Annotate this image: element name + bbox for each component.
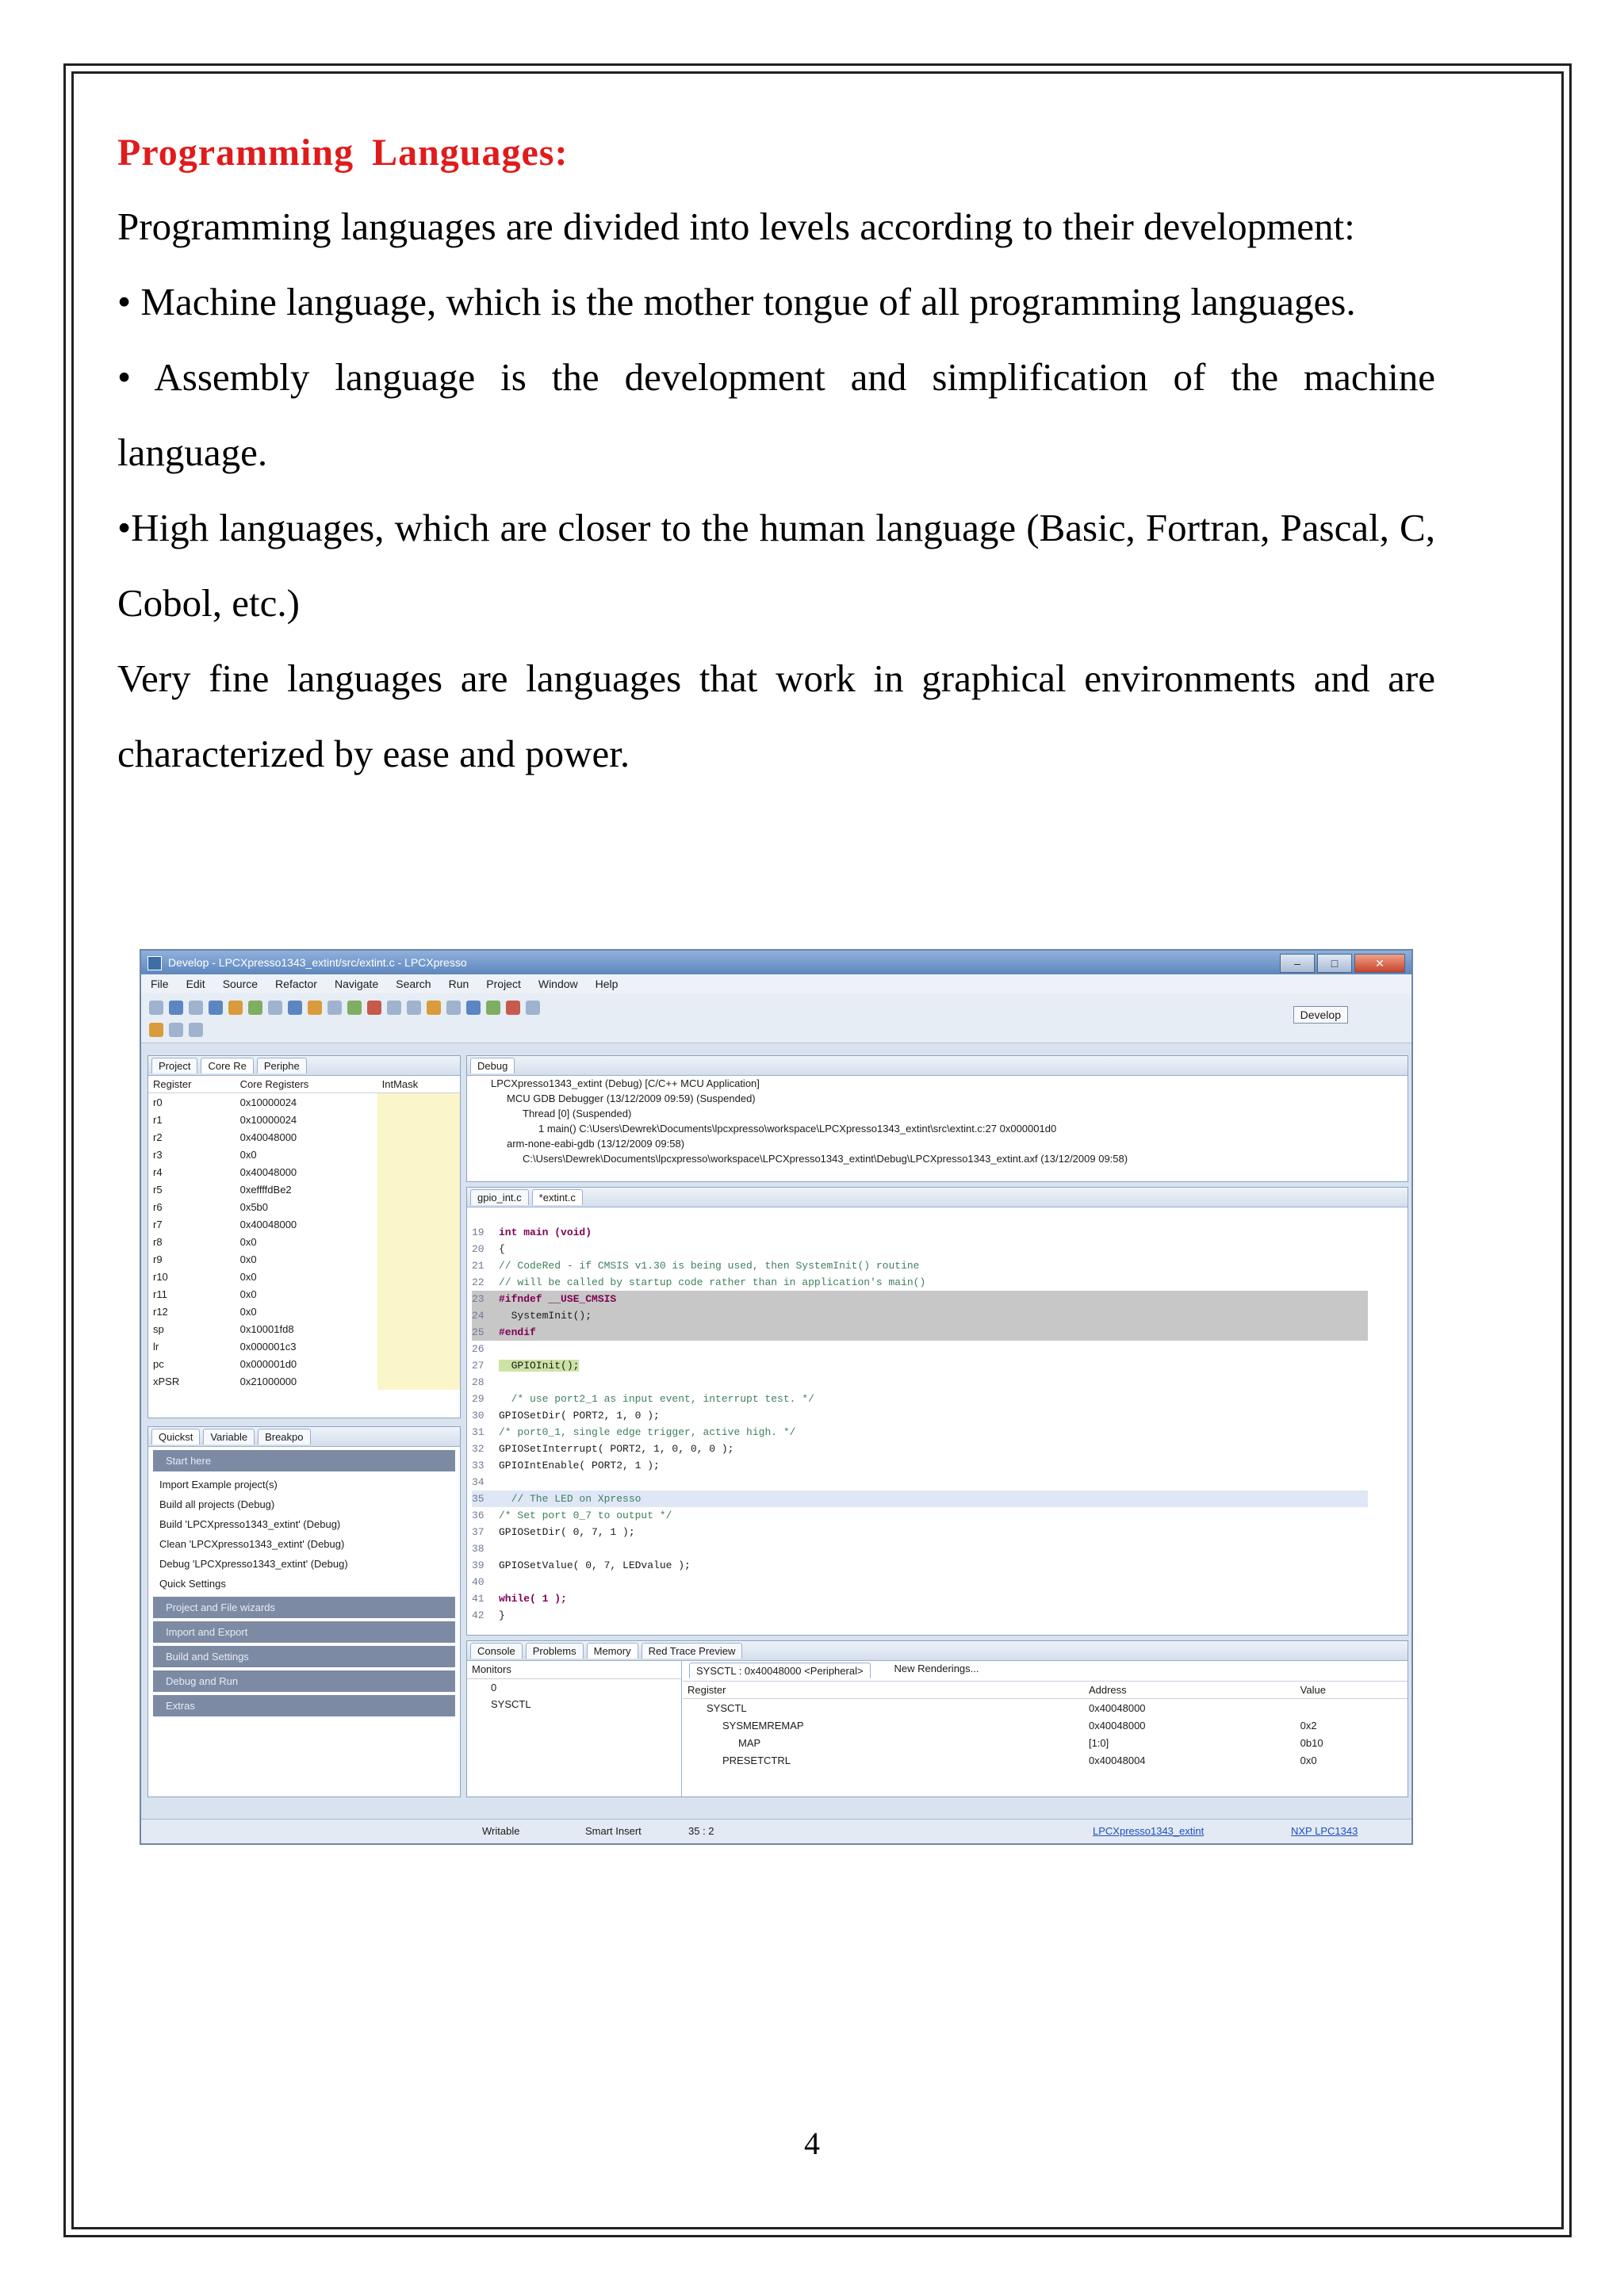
menu-source[interactable]: Source: [222, 978, 259, 990]
debug-tree-item[interactable]: MCU GDB Debugger (13/12/2009 09:59) (Suspended): [507, 1093, 756, 1104]
menu-run[interactable]: Run: [448, 978, 469, 990]
quickstart-section[interactable]: Debug and Run: [153, 1670, 455, 1692]
section-heading: Programming Languages:: [117, 132, 569, 174]
quickstart-section[interactable]: Import and Export: [153, 1621, 455, 1643]
folder-icon[interactable]: [327, 1001, 342, 1015]
debug-tree-item[interactable]: Thread [0] (Suspended): [523, 1108, 632, 1119]
minimize-button[interactable]: –: [1280, 954, 1315, 973]
quickstart-item[interactable]: Build 'LPCXpresso1343_extint' (Debug): [159, 1518, 341, 1530]
debug-icon[interactable]: [209, 1001, 223, 1015]
paragraph-high-languages: •High languages, which are closer to the human language (Basic, Fortran, Pascal, C, Cobol, etc.): [117, 506, 1435, 625]
quickstart-section[interactable]: Build and Settings: [153, 1646, 455, 1667]
flash-icon[interactable]: [466, 1001, 481, 1015]
table-row[interactable]: r6 0x5b0: [148, 1198, 460, 1215]
terminate-icon[interactable]: [367, 1001, 381, 1015]
tab-core-registers[interactable]: Core Re: [201, 1058, 253, 1073]
save-icon[interactable]: [169, 1001, 183, 1015]
forward-icon[interactable]: [189, 1023, 203, 1037]
monitor-item[interactable]: SYSCTL: [491, 1698, 531, 1710]
table-row[interactable]: r5 0xeffffdBe2: [148, 1181, 460, 1198]
connect-icon[interactable]: [446, 1001, 461, 1015]
window-titlebar: [141, 951, 1411, 974]
table-row[interactable]: pc 0x000001d0: [148, 1355, 460, 1372]
code-line-current: 35 // The LED on Xpresso: [472, 1490, 1368, 1507]
table-row[interactable]: r7 0x40048000: [148, 1215, 460, 1233]
tab-breakpoints[interactable]: Breakpo: [258, 1429, 310, 1445]
debug-tree-item[interactable]: 1 main() C:\Users\Dewrek\Documents\lpcxpresso\workspace\LPCXpresso1343_extint\src\extint.c:27 0x000001d0: [538, 1123, 1057, 1135]
code-line: 36 /* Set port 0_7 to output */: [472, 1510, 672, 1521]
develop-perspective-button[interactable]: Develop: [1293, 1006, 1348, 1024]
debug-tree-item[interactable]: C:\Users\Dewrek\Documents\lpcxpresso\workspace\LPCXpresso1343_extint\Debug\LPCXpresso1343_extint.axf (13/12/2009 09:58): [523, 1153, 1128, 1165]
tab-console[interactable]: Console: [470, 1643, 523, 1659]
start-here-section[interactable]: Start here: [153, 1450, 455, 1471]
code-line: 21 // CodeRed - if CMSIS v1.30 is being used, then SystemInit() routine: [472, 1260, 920, 1272]
external-tools-icon[interactable]: [268, 1001, 282, 1015]
quickstart-section[interactable]: Project and File wizards: [153, 1597, 455, 1618]
code-line: 40: [472, 1576, 485, 1588]
code-line: 25 #endif: [472, 1324, 1368, 1341]
menu-window[interactable]: Window: [538, 978, 578, 990]
table-row[interactable]: r3 0x0: [148, 1146, 460, 1163]
code-line: 22 // will be called by startup code rather than in application's main(): [472, 1276, 926, 1288]
code-line: 19 int main (void): [472, 1226, 592, 1238]
new-renderings-tab[interactable]: New Renderings...: [894, 1663, 979, 1674]
target-icon[interactable]: [506, 1001, 520, 1015]
status-cursor-position: 35 : 2: [688, 1825, 714, 1837]
table-row[interactable]: lr 0x000001c3: [148, 1337, 460, 1355]
quickstart-panel: [147, 1426, 461, 1797]
back-icon[interactable]: [169, 1023, 183, 1037]
registers-panel: [147, 1055, 461, 1418]
column-header: IntMask: [377, 1076, 460, 1093]
maximize-button[interactable]: □: [1317, 954, 1352, 973]
debug-tree-item[interactable]: LPCXpresso1343_extint (Debug) [C/C++ MCU Application]: [491, 1077, 760, 1089]
code-editor: [466, 1187, 1408, 1636]
paragraph-very-fine-languages: Very fine languages are languages that work in graphical environments and are characterized by ease and power.: [117, 656, 1435, 775]
tab-variables[interactable]: Variable: [203, 1429, 255, 1445]
tab-peripherals[interactable]: Periphe: [257, 1058, 307, 1073]
main-toolbar: [141, 993, 1411, 1043]
tab-problems[interactable]: Problems: [526, 1643, 584, 1659]
menu-bar: [141, 974, 1411, 993]
debug-panel: [466, 1055, 1408, 1182]
home-icon[interactable]: [427, 1001, 441, 1015]
table-row[interactable]: r2 0x40048000: [148, 1128, 460, 1146]
step-into-icon[interactable]: [387, 1001, 401, 1015]
code-line: 39 GPIOSetValue( 0, 7, LEDvalue );: [472, 1559, 691, 1571]
wizard-icon[interactable]: [486, 1001, 500, 1015]
quickstart-item[interactable]: Import Example project(s): [159, 1479, 278, 1490]
document-body: [117, 117, 1435, 791]
app-icon: [147, 956, 162, 970]
table-row[interactable]: SYSMEMREMAP 0x40048000 0x2: [722, 1719, 1317, 1732]
debug-tree-item[interactable]: arm-none-eabi-gdb (13/12/2009 09:58): [507, 1138, 685, 1150]
code-line: 28: [472, 1376, 485, 1388]
menu-search[interactable]: Search: [396, 978, 431, 990]
tab-sysctl-rendering[interactable]: SYSCTL : 0x40048000 <Peripheral>: [689, 1663, 871, 1678]
code-line: 32 GPIOSetInterrupt( PORT2, 1, 0, 0, 0 );: [472, 1443, 734, 1455]
code-line: 23 #ifndef __USE_CMSIS: [472, 1291, 1368, 1307]
code-line: 30 GPIOSetDir( PORT2, 1, 0 );: [472, 1410, 660, 1422]
paragraph-assembly-language: • Assembly language is the development and simplification of the machine language.: [117, 355, 1435, 474]
code-line: 29 /* use port2_1 as input event, interrupt test. */: [472, 1393, 814, 1405]
table-row[interactable]: SYSCTL 0x40048000: [707, 1701, 1146, 1714]
perspective-icon[interactable]: [149, 1023, 163, 1037]
code-line: 26: [472, 1343, 485, 1355]
search-icon[interactable]: [308, 1001, 322, 1015]
ide-screenshot: [140, 949, 1413, 1845]
table-row[interactable]: r8 0x0: [148, 1233, 460, 1250]
status-project-link[interactable]: LPCXpresso1343_extint: [1093, 1825, 1205, 1837]
quickstart-item[interactable]: Build all projects (Debug): [159, 1498, 275, 1510]
menu-help[interactable]: Help: [595, 978, 619, 990]
tab-quickstart[interactable]: Quickst: [151, 1429, 200, 1445]
menu-edit[interactable]: Edit: [186, 978, 205, 990]
quick-settings-item[interactable]: Quick Settings: [159, 1578, 226, 1590]
page-number: 4: [804, 2126, 820, 2161]
table-row[interactable]: r9 0x0: [148, 1250, 460, 1268]
tab-red-trace-preview[interactable]: Red Trace Preview: [642, 1643, 743, 1659]
tab-debug[interactable]: Debug: [470, 1058, 515, 1073]
column-header: Address: [1084, 1682, 1296, 1699]
memory-panel: [466, 1640, 1408, 1797]
print-icon[interactable]: [189, 1001, 203, 1015]
code-line: 41 while( 1 );: [472, 1593, 567, 1605]
code-line: 24 SystemInit();: [472, 1307, 1368, 1324]
table-row[interactable]: r11 0x0: [148, 1285, 460, 1303]
menu-project[interactable]: Project: [486, 978, 521, 990]
tab-gpio-int[interactable]: gpio_int.c: [470, 1189, 529, 1205]
resume-icon[interactable]: [347, 1001, 362, 1015]
quickstart-section[interactable]: Extras: [153, 1695, 455, 1716]
build-icon[interactable]: [228, 1001, 243, 1015]
table-row[interactable]: PRESETCTRL 0x40048004 0x0: [722, 1754, 1317, 1766]
menu-file[interactable]: File: [151, 978, 169, 990]
tab-extint[interactable]: *extint.c: [532, 1189, 583, 1205]
registers-table: [148, 1076, 460, 1390]
paragraph-intro: Programming languages are divided into levels according to their development:: [117, 205, 1355, 248]
table-row[interactable]: r12 0x0: [148, 1303, 460, 1320]
table-row[interactable]: r1 0x10000024: [148, 1111, 460, 1128]
memory-table: [683, 1682, 1408, 1769]
table-row[interactable]: r4 0x40048000: [148, 1163, 460, 1181]
column-header: Core Registers: [236, 1076, 377, 1093]
close-button[interactable]: ✕: [1354, 954, 1405, 973]
status-writable: Writable: [482, 1825, 520, 1837]
settings-icon[interactable]: [526, 1001, 540, 1015]
quickstart-item[interactable]: Debug 'LPCXpresso1343_extint' (Debug): [159, 1558, 348, 1570]
table-row[interactable]: sp 0x10001fd8: [148, 1320, 460, 1337]
code-line: 33 GPIOIntEnable( PORT2, 1 );: [472, 1460, 660, 1471]
monitors-label: Monitors: [467, 1660, 681, 1679]
status-insert-mode: Smart Insert: [585, 1825, 642, 1837]
table-row[interactable]: xPSR 0x21000000: [148, 1372, 460, 1390]
code-line: 27 GPIOInit();: [472, 1360, 580, 1372]
status-bar: [141, 1819, 1411, 1843]
table-row[interactable]: r10 0x0: [148, 1268, 460, 1285]
menu-refactor[interactable]: Refactor: [275, 978, 317, 990]
code-line: 31 /* port0_1, single edge trigger, active high. */: [472, 1426, 796, 1438]
tab-project[interactable]: Project: [151, 1058, 197, 1073]
open-type-icon[interactable]: [288, 1001, 302, 1015]
monitor-item[interactable]: 0: [491, 1682, 497, 1693]
status-device-link[interactable]: NXP LPC1343: [1291, 1825, 1358, 1837]
menu-navigate[interactable]: Navigate: [334, 978, 379, 990]
table-row[interactable]: MAP [1:0] 0b10: [738, 1736, 1323, 1749]
step-over-icon[interactable]: [407, 1001, 421, 1015]
new-icon[interactable]: [149, 1001, 163, 1015]
run-icon[interactable]: [248, 1001, 262, 1015]
column-header: Register: [148, 1076, 236, 1093]
paragraph-machine-language: • Machine language, which is the mother tongue of all programming languages.: [117, 280, 1356, 323]
code-line: 37 GPIOSetDir( 0, 7, 1 );: [472, 1526, 635, 1538]
table-row[interactable]: r0 0x10000024: [148, 1093, 460, 1112]
window-title: Develop - LPCXpresso1343_extint/src/extint.c - LPCXpresso: [168, 956, 467, 969]
column-header: Register: [683, 1682, 1084, 1699]
code-line: 38: [472, 1543, 485, 1555]
quickstart-item[interactable]: Clean 'LPCXpresso1343_extint' (Debug): [159, 1538, 345, 1550]
column-header: Value: [1296, 1682, 1408, 1699]
tab-memory[interactable]: Memory: [587, 1643, 638, 1659]
code-line: 34: [472, 1476, 485, 1488]
code-line: 42 }: [472, 1609, 505, 1621]
code-area[interactable]: [467, 1207, 1408, 1636]
code-line: 20 {: [472, 1243, 505, 1255]
